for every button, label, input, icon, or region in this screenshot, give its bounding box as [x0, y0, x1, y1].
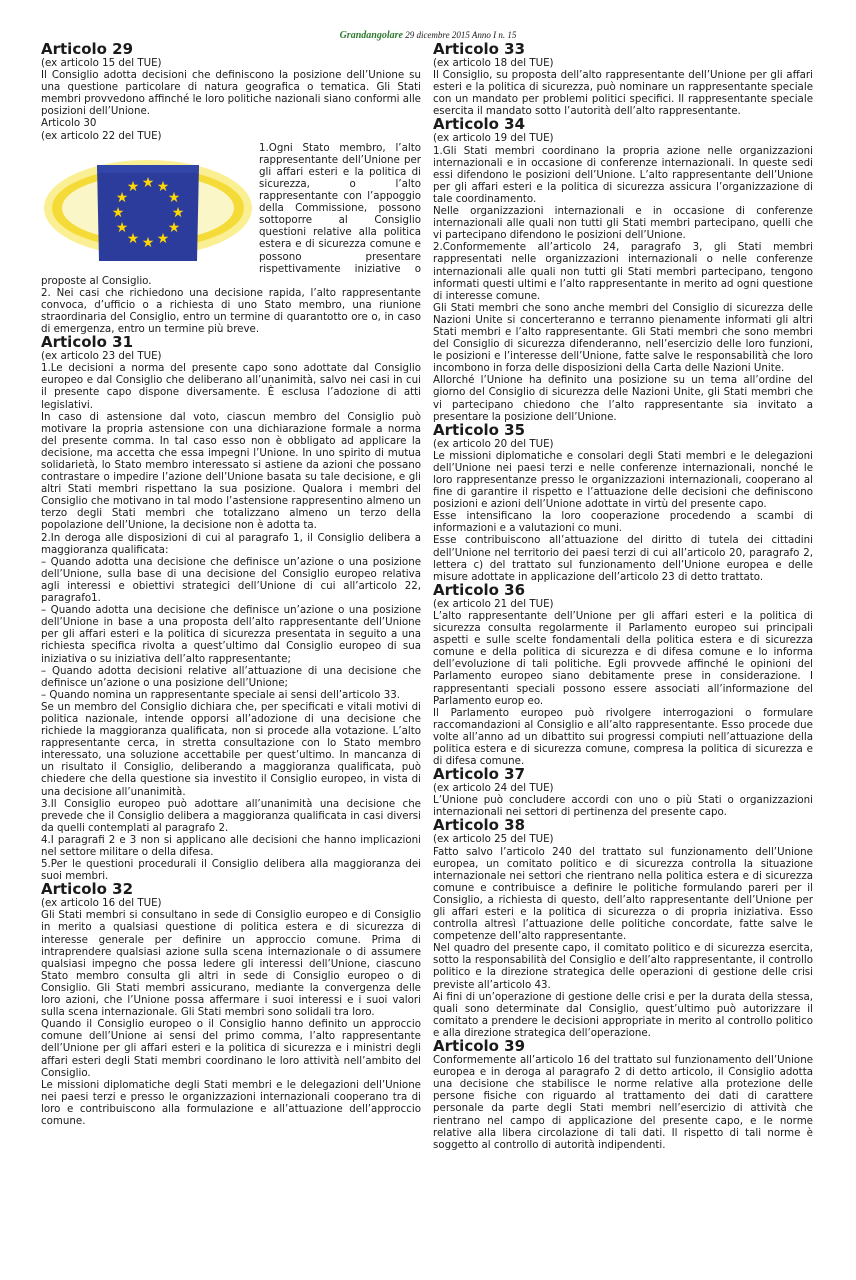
article-31-subtitle: (ex articolo 23 del TUE) [41, 350, 162, 363]
article-33-title: Articolo 33 [433, 42, 526, 58]
article-31-list-item-1: – Quando adotta una decisione che definisce un’azione o una posizione dell’Unione, sulla base di una decisione del Consiglio europeo relativa agli interessi e obiettivi strategici dell’Unione di cui all’articolo 22, paragrafo1. [41, 555, 421, 605]
article-34-subtitle: (ex articolo 19 del TUE) [433, 132, 554, 145]
article-31-paragraph-6: 4.I paragrafi 2 e 3 non si applicano alle decisioni che hanno implicazioni nel settore militare o della difesa. [41, 833, 421, 858]
eu-logo [41, 143, 255, 273]
article-31-paragraph-7: 5.Per le questioni procedurali il Consiglio delibera alla maggioranza dei suoi membri. [41, 858, 421, 883]
article-31-list-item-4: – Quando nomina un rappresentante speciale ai sensi dell’articolo 33. [41, 688, 400, 701]
article-36-subtitle: (ex articolo 21 del TUE) [433, 597, 554, 610]
article-32-paragraph-3: Le missioni diplomatiche degli Stati membri e le delegazioni dell’Unione nei paesi terzi e presso le organizzazioni internazionali cooperano tra di loro e contribuiscono alla formulazione e all’attuazione dell’approccio comune. [41, 1078, 421, 1127]
article-38-subtitle: (ex articolo 25 del TUE) [433, 833, 554, 846]
article-31-paragraph-3: 2.In deroga alle disposizioni di cui al paragrafo 1, il Consiglio delibera a maggioranza qualificata: [41, 531, 421, 556]
article-35-subtitle: (ex articolo 20 del TUE) [433, 437, 554, 450]
article-31-paragraph-4: Se un membro del Consiglio dichiara che, per specificati e vitali motivi di politica nazionale, intende opporsi all’adozione di una decisione che richiede la maggioranza qualificata, non si procede alla votazione. L’alto rappresentante cerca, in stretta consultazione con lo Stato membro interessato, una soluzione accettabile per quest’ultimo. In mancanza di un risultato il Consiglio, deliberando a maggioranza qualificata, può chiedere che della questione sia investito il Consiglio europeo, in vista di una decisione all’unanimità. [41, 700, 421, 798]
article-38-paragraph-3: Ai fini di un’operazione di gestione delle crisi e per la durata della stessa, quali sono determinate dal Consiglio, quest’ultimo può autorizzare il comitato a prendere le decisioni appropriate in merito al controllo politico e alla direzione strategica dell’operazione. [433, 990, 813, 1039]
article-32-subtitle: (ex articolo 16 del TUE) [41, 897, 162, 910]
article-38-title: Articolo 38 [433, 816, 526, 835]
svg-text:★: ★ [126, 230, 140, 247]
article-33-paragraph: Il Consiglio, su proposta dell’alto rappresentante dell’Unione per gli affari esteri e la politica di sicurezza, può nominare un rappresentante speciale con un mandato per problemi politici specifici. Il rappresentante speciale esercita il mandato sotto l’autorità dell’alto rappresentante. [433, 69, 813, 118]
article-31-list-item-3: – Quando adotta decisioni relative all’attuazione di una decisione che definisce un’azione o una posizione dell’Unione; [41, 664, 421, 689]
article-32-paragraph-1: Gli Stati membri si consultano in sede di Consiglio europeo e di Consiglio in merito a qualsiasi questione di politica estera e di sicurezza di interesse generale per definire un approccio comune. Prima di intraprendere qualsiasi azione sulla scena internazionale o di assumere qualsiasi impegno che possa ledere gli interessi dell’Unione, ciascuno Stato membro consulta gli altri in sede di Consiglio europeo o di Consiglio. Gli Stati membri assicurano, mediante la convergenza delle loro azioni, che l’Unione possa affermare i suoi interessi e i suoi valori sulla scena internazionale. Gli Stati membri sono solidali tra loro. [41, 909, 421, 1019]
right-column [433, 42, 813, 1247]
svg-text:★: ★ [167, 219, 181, 236]
eu-flag-icon [41, 143, 255, 273]
article-33-subtitle: (ex articolo 18 del TUE) [433, 57, 554, 69]
svg-text:★: ★ [167, 189, 181, 206]
article-31-paragraph-2: In caso di astensione dal voto, ciascun membro del Consiglio può motivare la propria astensione con una dichiarazione formale a norma del presente comma. In tal caso esso non è obbligato ad applicare la decisione, ma accetta che essa impegni l’Unione. In uno spirito di mutua solidarietà, lo Stato membro interessato si astiene da azioni che possano contrastare o impedire l’azione dell’Unione basata su tale decisione, e gli altri Stati membri rispettano la sua posizione. Qualora i membri del Consiglio che motivano in tal modo l’astensione rappresentino almeno un terzo degli Stati membri che totalizzano almeno un terzo della popolazione dell’Unione, la decisione non è adotta ta. [41, 410, 421, 532]
article-30-paragraph-2: 2. Nei casi che richiedono una decisione rapida, l’alto rappresentante convoca, d’ufficio o a richiesta di uno Stato membro, una riunione straordinaria del Consiglio, entro un termine di quarantotto ore o, in caso di emergenza, entro un termine più breve. [41, 286, 421, 336]
article-35-title: Articolo 35 [433, 420, 526, 439]
article-29-paragraph: Il Consiglio adotta decisioni che definiscono la posizione dell’Unione su una questione particolare di natura geografica o tematica. Gli Stati membri provvedono affinché le loro politiche nazionali siano conformi alle posizioni dell’Unione. [41, 69, 421, 118]
article-31-paragraph-5: 3.Il Consiglio europeo può adottare all’unanimità una decisione che prevede che il Consiglio delibera a maggioranza qualificata in casi diversi da quelli contemplati al paragrafo 2. [41, 797, 421, 834]
svg-text:★: ★ [126, 178, 140, 195]
article-34-paragraph-5: Allorché l’Unione ha definito una posizione su un tema all’ordine del giorno del Consiglio di sicurezza delle Nazioni Unite, gli Stati membri che vi partecipano chiedono che l’alto rappresentante sia invitato a presentare la posizione dell’Unione. [433, 374, 813, 423]
article-31-list-item-2: – Quando adotta una decisione che definisce un’azione o una posizione dell’Unione in base a una proposta dell’alto rappresentante dell’Unione per gli affari esteri e la politica di sicurezza presentata in seguito a una richiesta specifica rivolta a quest’ultimo dal Consiglio europeo di sua iniziativa o su iniziativa dell’alto rappresentante; [41, 604, 421, 665]
article-37-paragraph: L’Unione può concludere accordi con uno o più Stati o organizzazioni internazionali nei settori di pertinenza del presente capo. [433, 794, 813, 819]
article-34-paragraph-1: 1.Gli Stati membri coordinano la propria azione nelle organizzazioni internazionali e in occasione di conferenze internazionali. In queste sedi essi difendono le posizioni dell’Unione. L’alto rappresentante dell’Unione per gli affari esteri e la politica di sicurezza assicura l’organizzazione di tale coordinamento. [433, 144, 813, 205]
article-32-title: Articolo 32 [41, 880, 134, 899]
page-header [0, 30, 856, 41]
article-35-paragraph-2: Esse intensificano la loro cooperazione procedendo a scambi di informazioni e a valutazioni co muni. [433, 510, 813, 535]
article-35-paragraph-3: Esse contribuiscono all’attuazione del diritto di tutela dei cittadini dell’Unione nel territorio dei paesi terzi di cui all’articolo 20, paragrafo 2, lettera c) del trattato sul funzionamento dell’Unione europea e delle misure adottate in applicazione dell’articolo 23 di detto trattato. [433, 534, 813, 583]
svg-text:★: ★ [171, 204, 185, 221]
article-36-paragraph-1: L’alto rappresentante dell’Unione per gli affari esteri e la politica di sicurezza consulta regolarmente il Parlamento europeo sui principali aspetti e sulle scelte fondamentali della politica estera e di sicurezza comune e della politica di sicurezza e di difesa comune e lo informa dell’evoluzione di tali politiche. Egli provvede affinché le opinioni del Parlamento europeo siano debitamente prese in considerazione. I rappresentanti speciali possono essere associati all’informazione del Parlamento europ eo. [433, 609, 813, 707]
article-30-title: Articolo 30 [41, 117, 97, 130]
article-30-paragraph-1: 1.Ogni Stato membro, l’alto rappresentante dell’Unione per gli affari esteri e la politica di sicurezza, o l’alto rappresentante con l’appoggio della Commissione, possono sottoporre al Consiglio questioni relative alla politica estera e di sicurezza comune e possono presentare rispettivamente iniziative o proposte al Consiglio. [41, 141, 421, 287]
magazine-name: Grandangolare [339, 30, 403, 41]
svg-text:★: ★ [141, 174, 155, 191]
article-37-title: Articolo 37 [433, 765, 526, 784]
svg-text:★: ★ [156, 230, 170, 247]
article-38-paragraph-1: Fatto salvo l’articolo 240 del trattato sul funzionamento dell’Unione europea, un comitato politico e di sicurezza controlla la situazione internazionale nei settori che rientrano nella politica estera e di sicurezza comune e contribuisce a definire le politiche formulando pareri per il Consiglio, a richiesta di questo, dell’alto rappresentante dell’Unione per gli affari esteri e la politica di sicurezza o di propria iniziativa. Esso controlla altresì l’attuazione delle politiche concordate, fatte salve le competenze dell’alto rappresentante. [433, 845, 813, 943]
article-30-subtitle: (ex articolo 22 del TUE) [41, 129, 162, 142]
svg-text:★: ★ [115, 219, 129, 236]
article-31-title: Articolo 31 [41, 333, 134, 352]
article-36-paragraph-2: Il Parlamento europeo può rivolgere interrogazioni o formulare raccomandazioni al Consiglio e all’alto rappresentante. Esso procede due volte all’anno ad un dibattito sui progressi compiuti nell’attuazione della politica estera e di sicurezza comune, compresa la politica di sicurezza e di difesa comune. [433, 706, 813, 768]
svg-text:★: ★ [111, 204, 125, 221]
article-34-paragraph-2: Nelle organizzazioni internazionali e in occasione di conferenze internazionali alle quali non tutti gli Stati membri partecipano, quelli che vi partecipano difendono le posizioni dell’Unione. [433, 205, 813, 242]
svg-text:★: ★ [115, 189, 129, 206]
article-29-subtitle: (ex articolo 15 del TUE) [41, 57, 162, 69]
article-39-paragraph: Conformemente all’articolo 16 del trattato sul funzionamento dell’Unione europea e in deroga al paragrafo 2 di detto articolo, il Consiglio adotta una decisione che stabilisce le norme relative alla protezione delle persone fisiche con riguardo al trattamento dei dati di carattere personale da parte degli Stati membri nell’esercizio di attività che rientrano nel campo di applicazione del presente capo, e le norme relative alla libera circolazione di tali dati. Il rispetto di tali norme è soggetto al controllo di autorità indipendenti. [433, 1054, 813, 1151]
article-39-title: Articolo 39 [433, 1037, 526, 1056]
issue-info: 29 dicembre 2015 Anno I n. 15 [405, 30, 517, 40]
article-32-paragraph-2: Quando il Consiglio europeo o il Consiglio hanno definito un approccio comune dell’Unione ai sensi del primo comma, l’alto rappresentante dell’Unione per gli affari esteri e la politica di sicurezza e i ministri degli affari esteri degli Stati membri coordinano le loro attività nell’ambito del Consiglio. [41, 1018, 421, 1079]
article-35-paragraph-1: Le missioni diplomatiche e consolari degli Stati membri e le delegazioni dell’Unione nei paesi terzi e nelle conferenze internazionali, nonché le loro rappresentanze presso le organizzazioni internazionali, cooperano al fine di garantire il rispetto e l’attuazione delle decisioni che definiscono posizioni e azioni dell’Unione adottate in virtù del presente capo. [433, 449, 813, 511]
article-34-paragraph-4: Gli Stati membri che sono anche membri del Consiglio di sicurezza delle Nazioni Unite si concerteranno e terranno pienamente informati gli altri Stati membri e l’alto rappresentante. Gli Stati membri che sono membri del Consiglio di sicurezza difenderanno, nell’esercizio delle loro funzioni, le posizioni e l’interesse dell’Unione, fatte salve le responsabilità che loro incombono in forza delle disposizioni della Carta delle Nazioni Unite. [433, 301, 813, 375]
article-29-title: Articolo 29 [41, 42, 134, 58]
article-34-paragraph-3: 2.Conformemente all’articolo 24, paragrafo 3, gli Stati membri rappresentati nelle organizzazioni internazionali o nelle conferenze internazionali alle quali non tutti gli Stati membri partecipano, tengono informati questi ultimi e l’alto rappresentante in merito ad ogni questione di interesse comune. [433, 241, 813, 302]
article-31-paragraph-1: 1.Le decisioni a norma del presente capo sono adottate dal Consiglio europeo e dal Consiglio che deliberano all’unanimità, salvo nei casi in cui il presente capo dispone diversamente. È esclusa l’adozione di atti legislativi. [41, 362, 421, 411]
svg-text:★: ★ [156, 178, 170, 195]
article-36-title: Articolo 36 [433, 580, 526, 599]
article-38-paragraph-2: Nel quadro del presente capo, il comitato politico e di sicurezza esercita, sotto la responsabilità del Consiglio e dell’alto rappresentante, il controllo politico e la direzione strategica delle operazioni di gestione delle crisi previste all’articolo 43. [433, 942, 813, 991]
article-37-subtitle: (ex articolo 24 del TUE) [433, 782, 554, 795]
article-34-title: Articolo 34 [433, 115, 526, 134]
svg-text:★: ★ [141, 234, 155, 251]
left-column [41, 42, 421, 1247]
